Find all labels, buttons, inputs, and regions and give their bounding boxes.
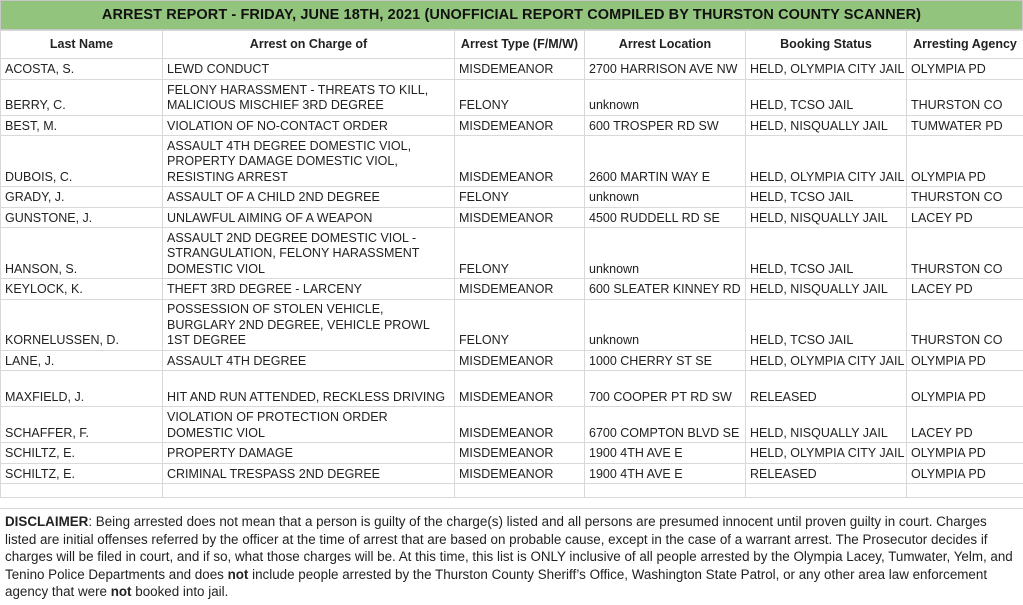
cell-arresting-agency: OLYMPIA PD	[907, 350, 1023, 371]
cell-arresting-agency: OLYMPIA PD	[907, 136, 1023, 187]
cell-arrest-type: MISDEMEANOR	[455, 350, 585, 371]
cell-arrest-type: MISDEMEANOR	[455, 443, 585, 464]
cell-last-name: HANSON, S.	[1, 228, 163, 279]
cell-arresting-agency: OLYMPIA PD	[907, 371, 1023, 407]
cell-arrest-type: MISDEMEANOR	[455, 407, 585, 443]
cell-arrest-type: FELONY	[455, 228, 585, 279]
disclaimer-label: DISCLAIMER	[5, 514, 89, 529]
disclaimer	[0, 508, 1023, 605]
cell-arrest-type: MISDEMEANOR	[455, 136, 585, 187]
cell-charge: PROPERTY DAMAGE	[163, 443, 455, 464]
cell-arrest-type: MISDEMEANOR	[455, 463, 585, 484]
cell-arrest-location: 1900 4TH AVE E	[585, 463, 746, 484]
cell-arrest-location: 600 TROSPER RD SW	[585, 115, 746, 136]
table-row	[1, 79, 1023, 115]
cell-last-name: GUNSTONE, J.	[1, 207, 163, 228]
cell-last-name: DUBOIS, C.	[1, 136, 163, 187]
cell-arrest-type: FELONY	[455, 299, 585, 350]
disclaimer-text-3: booked into jail.	[131, 584, 229, 600]
cell-arrest-location: 1000 CHERRY ST SE	[585, 350, 746, 371]
cell-charge: ASSAULT 4TH DEGREE	[163, 350, 455, 371]
cell-arrest-location: unknown	[585, 79, 746, 115]
column-header-last-name: Last Name	[1, 31, 163, 59]
cell-booking-status: HELD, NISQUALLY JAIL	[746, 207, 907, 228]
cell-arresting-agency: THURSTON CO	[907, 79, 1023, 115]
cell-last-name: SCHILTZ, E.	[1, 443, 163, 464]
cell-charge: UNLAWFUL AIMING OF A WEAPON	[163, 207, 455, 228]
table-row	[1, 371, 1023, 407]
cell-arresting-agency: OLYMPIA PD	[907, 59, 1023, 80]
cell-booking-status: HELD, NISQUALLY JAIL	[746, 115, 907, 136]
cell-booking-status: HELD, OLYMPIA CITY JAIL	[746, 136, 907, 187]
cell-arrest-type: MISDEMEANOR	[455, 279, 585, 300]
cell-arresting-agency: THURSTON CO	[907, 187, 1023, 208]
cell-charge: CRIMINAL TRESPASS 2ND DEGREE	[163, 463, 455, 484]
cell-charge: HIT AND RUN ATTENDED, RECKLESS DRIVING	[163, 371, 455, 407]
report-title: ARREST REPORT - FRIDAY, JUNE 18TH, 2021 (UNOFFICIAL REPORT COMPILED BY THURSTON COUNTY SCANNER)	[0, 0, 1023, 30]
empty-cell	[163, 484, 455, 498]
cell-last-name: SCHILTZ, E.	[1, 463, 163, 484]
cell-last-name: BEST, M.	[1, 115, 163, 136]
column-header-arrest-location: Arrest Location	[585, 31, 746, 59]
cell-charge: ASSAULT 2ND DEGREE DOMESTIC VIOL - STRANGULATION, FELONY HARASSMENT DOMESTIC VIOL	[163, 228, 455, 279]
cell-arrest-location: unknown	[585, 187, 746, 208]
cell-arresting-agency: TUMWATER PD	[907, 115, 1023, 136]
cell-booking-status: HELD, TCSO JAIL	[746, 187, 907, 208]
cell-arrest-location: 2700 HARRISON AVE NW	[585, 59, 746, 80]
cell-arrest-type: MISDEMEANOR	[455, 207, 585, 228]
disclaimer-emphasis-not-1: not	[227, 566, 249, 582]
cell-arresting-agency: THURSTON CO	[907, 299, 1023, 350]
cell-arrest-location: 4500 RUDDELL RD SE	[585, 207, 746, 228]
cell-arresting-agency: THURSTON CO	[907, 228, 1023, 279]
table-body	[1, 59, 1023, 498]
cell-arresting-agency: LACEY PD	[907, 207, 1023, 228]
table-row	[1, 136, 1023, 187]
cell-booking-status: HELD, TCSO JAIL	[746, 299, 907, 350]
empty-cell	[585, 484, 746, 498]
table-row	[1, 115, 1023, 136]
cell-booking-status: HELD, TCSO JAIL	[746, 228, 907, 279]
empty-cell	[455, 484, 585, 498]
table-row	[1, 407, 1023, 443]
cell-last-name: LANE, J.	[1, 350, 163, 371]
table-row	[1, 279, 1023, 300]
cell-arrest-location: 2600 MARTIN WAY E	[585, 136, 746, 187]
empty-cell	[746, 484, 907, 498]
cell-arrest-location: 1900 4TH AVE E	[585, 443, 746, 464]
cell-charge: FELONY HARASSMENT - THREATS TO KILL, MALICIOUS MISCHIEF 3RD DEGREE	[163, 79, 455, 115]
cell-booking-status: HELD, OLYMPIA CITY JAIL	[746, 443, 907, 464]
column-header-booking-status: Booking Status	[746, 31, 907, 59]
column-header-arresting-agency: Arresting Agency	[907, 31, 1023, 59]
cell-arresting-agency: OLYMPIA PD	[907, 443, 1023, 464]
cell-charge: VIOLATION OF PROTECTION ORDER DOMESTIC VIOL	[163, 407, 455, 443]
cell-arresting-agency: LACEY PD	[907, 407, 1023, 443]
cell-arresting-agency: OLYMPIA PD	[907, 463, 1023, 484]
column-header-charge: Arrest on Charge of	[163, 31, 455, 59]
cell-arrest-type: MISDEMEANOR	[455, 59, 585, 80]
table-row	[1, 350, 1023, 371]
cell-arrest-type: FELONY	[455, 79, 585, 115]
table-row	[1, 463, 1023, 484]
arrest-table	[0, 30, 1023, 498]
cell-last-name: ACOSTA, S.	[1, 59, 163, 80]
table-row-empty	[1, 484, 1023, 498]
cell-arrest-type: MISDEMEANOR	[455, 371, 585, 407]
cell-charge: ASSAULT 4TH DEGREE DOMESTIC VIOL, PROPERTY DAMAGE DOMESTIC VIOL, RESISTING ARREST	[163, 136, 455, 187]
cell-charge: VIOLATION OF NO-CONTACT ORDER	[163, 115, 455, 136]
cell-booking-status: HELD, NISQUALLY JAIL	[746, 407, 907, 443]
cell-last-name: KEYLOCK, K.	[1, 279, 163, 300]
cell-charge: POSSESSION OF STOLEN VEHICLE, BURGLARY 2ND DEGREE, VEHICLE PROWL 1ST DEGREE	[163, 299, 455, 350]
cell-arresting-agency: LACEY PD	[907, 279, 1023, 300]
cell-arrest-type: MISDEMEANOR	[455, 115, 585, 136]
column-header-arrest-type: Arrest Type (F/M/W)	[455, 31, 585, 59]
cell-booking-status: RELEASED	[746, 463, 907, 484]
cell-booking-status: HELD, TCSO JAIL	[746, 79, 907, 115]
table-row	[1, 187, 1023, 208]
empty-cell	[907, 484, 1023, 498]
cell-arrest-location: 700 COOPER PT RD SW	[585, 371, 746, 407]
cell-last-name: BERRY, C.	[1, 79, 163, 115]
empty-cell	[1, 484, 163, 498]
disclaimer-emphasis-not-2: not	[110, 584, 132, 600]
cell-charge: LEWD CONDUCT	[163, 59, 455, 80]
table-row	[1, 207, 1023, 228]
disclaimer-text-2: include people arrested by the Thurston County Sheriff’s Office, Washington State Patrol, or any other area law enforcement agency that were	[5, 566, 988, 600]
cell-booking-status: HELD, OLYMPIA CITY JAIL	[746, 59, 907, 80]
cell-charge: ASSAULT OF A CHILD 2ND DEGREE	[163, 187, 455, 208]
cell-last-name: KORNELUSSEN, D.	[1, 299, 163, 350]
table-header-row	[1, 31, 1023, 59]
cell-arrest-location: unknown	[585, 299, 746, 350]
cell-arrest-location: unknown	[585, 228, 746, 279]
table-row	[1, 228, 1023, 279]
cell-last-name: SCHAFFER, F.	[1, 407, 163, 443]
cell-booking-status: HELD, NISQUALLY JAIL	[746, 279, 907, 300]
cell-booking-status: RELEASED	[746, 371, 907, 407]
table-row	[1, 299, 1023, 350]
disclaimer-text-1: : Being arrested does not mean that a person is guilty of the charge(s) listed and all persons are presumed innocent until proven guilty in court. Charges listed are initial offenses referred by the officer at the time of arrest that are based on probable cause, except in the case of a warrant arrest. The Prosecutor decides if charges will be filed in court, and if so, what those charges will be. At this time, this list is ONLY inclusive of all people arrested by the Olympia Lacey, Tumwater, Yelm, and Tenino Police Departments and does	[5, 514, 1013, 582]
cell-arrest-location: 6700 COMPTON BLVD SE	[585, 407, 746, 443]
cell-charge: THEFT 3RD DEGREE - LARCENY	[163, 279, 455, 300]
cell-arrest-location: 600 SLEATER KINNEY RD	[585, 279, 746, 300]
cell-arrest-type: FELONY	[455, 187, 585, 208]
cell-last-name: MAXFIELD, J.	[1, 371, 163, 407]
cell-last-name: GRADY, J.	[1, 187, 163, 208]
table-row	[1, 59, 1023, 80]
table-row	[1, 443, 1023, 464]
cell-booking-status: HELD, OLYMPIA CITY JAIL	[746, 350, 907, 371]
